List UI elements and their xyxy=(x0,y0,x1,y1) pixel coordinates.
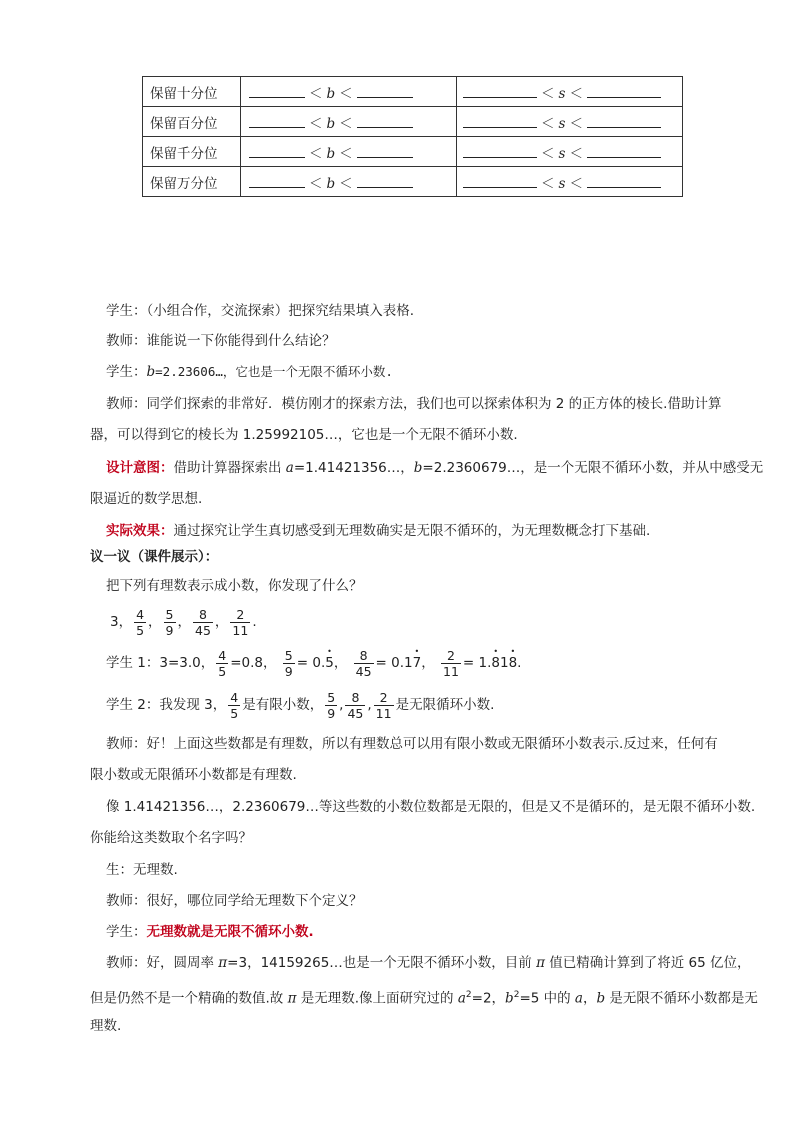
range-cell-s: ＜ s ＜ xyxy=(457,77,683,107)
paragraph: 生：无理数. xyxy=(106,862,178,878)
range-cell-s: ＜ s ＜ xyxy=(457,137,683,167)
paragraph: 学生：无理数就是无限不循环小数. xyxy=(106,924,314,940)
range-cell-b: ＜ b ＜ xyxy=(241,77,457,107)
paragraph: 限小数或无限循环小数都是有理数. xyxy=(90,767,297,783)
range-cell-s: ＜ s ＜ xyxy=(457,167,683,197)
paragraph: 理数. xyxy=(90,1018,122,1034)
paragraph: 学生：b=2.23606…，它也是一个无限不循环小数. xyxy=(106,364,393,380)
paragraph: 教师：谁能说一下你能得到什么结论？ xyxy=(106,333,336,349)
paragraph: 教师：好！上面这些数都是有理数，所以有理数总可以用有限小数或无限循环小数表示.反过来，任何有 xyxy=(106,736,718,752)
actual-effect-label: 实际效果： xyxy=(106,523,174,539)
paragraph: 把下列有理数表示成小数，你发现了什么？ xyxy=(106,578,363,594)
section-heading: 议一议（课件展示）： xyxy=(90,549,219,565)
paragraph: 教师：同学们探索的非常好．模仿刚才的探索方法，我们也可以探索体积为 2 的正方体的棱长.借助计算 xyxy=(106,396,722,412)
paragraph: 设计意图：借助计算器探索出 a=1.41421356…，b=2.2360679…，是一个无限不循环小数，并从中感受无 xyxy=(106,460,764,476)
paragraph: 像 1.41421356…，2.2360679…等这些数的小数位数都是无限的，但是又不是循环的，是无限不循环小数. xyxy=(106,799,756,815)
design-intent-label: 设计意图： xyxy=(106,460,174,476)
row-label: 保留千分位 xyxy=(143,137,241,167)
paragraph: 限逼近的数学思想. xyxy=(90,491,203,507)
paragraph: 你能给这类数取个名字吗？ xyxy=(90,830,252,846)
paragraph: 学生 1：3=3.0， $\frac{4}{5}$ =0.8， $\frac{5}{9}$ = 0.• 5， $\frac{8}{45}$ = 0.1• 7， $\frac{2}{11}$ = 1.• 81• 8. xyxy=(106,646,794,680)
paragraph: 教师：好，圆周率 π=3，14159265…也是一个无限不循环小数，目前 π 值已精确计算到了将近 65 亿位， xyxy=(106,955,751,971)
paragraph: 但是仍然不是一个精确的数值.故 π 是无理数.像上面研究过的 $a^2=2$，$b^2=5$ 中的 a，b 是无限不循环小数都是无 xyxy=(90,990,758,1007)
fraction: $\frac{2}{11}$ xyxy=(232,606,249,638)
table-row xyxy=(143,137,683,167)
row-label: 保留百分位 xyxy=(143,107,241,137)
table-row xyxy=(143,107,683,137)
paragraph: 学生：（小组合作，交流探索）把探究结果填入表格. xyxy=(106,303,415,319)
table-row xyxy=(143,77,683,107)
fraction: $\frac{4}{5}$ xyxy=(136,606,145,638)
table-row xyxy=(143,167,683,197)
paragraph: 教师：很好，哪位同学给无理数下个定义？ xyxy=(106,893,363,909)
row-label: 保留万分位 xyxy=(143,167,241,197)
range-cell-s: ＜ s ＜ xyxy=(457,107,683,137)
fraction: $\frac{8}{45}$ xyxy=(195,606,211,638)
definition-highlight: 无理数就是无限不循环小数. xyxy=(146,924,314,940)
paragraph: 实际效果：通过探究让学生真切感受到无理数确实是无限不循环的，为无理数概念打下基础. xyxy=(106,523,651,539)
paragraph: 学生 2：我发现 3， $\frac{4}{5}$ 是有限小数， $\frac{5}{9}$ , $\frac{8}{45}$ , $\frac{2}{11}$ 是无限循环小数. xyxy=(106,689,495,721)
paragraph: 器，可以得到它的棱长为 1.25992105…，它也是一个无限不循环小数. xyxy=(90,427,518,443)
range-cell-b: ＜ b ＜ xyxy=(241,167,457,197)
rounding-table xyxy=(142,76,683,197)
range-cell-b: ＜ b ＜ xyxy=(241,107,457,137)
range-cell-b: ＜ b ＜ xyxy=(241,137,457,167)
fraction: $\frac{5}{9}$ xyxy=(165,606,174,638)
row-label: 保留十分位 xyxy=(143,77,241,107)
fraction-list: 3， $\frac{4}{5}$ ， $\frac{5}{9}$ ， $\frac{8}{45}$ ， $\frac{2}{11}$ . xyxy=(110,606,257,638)
